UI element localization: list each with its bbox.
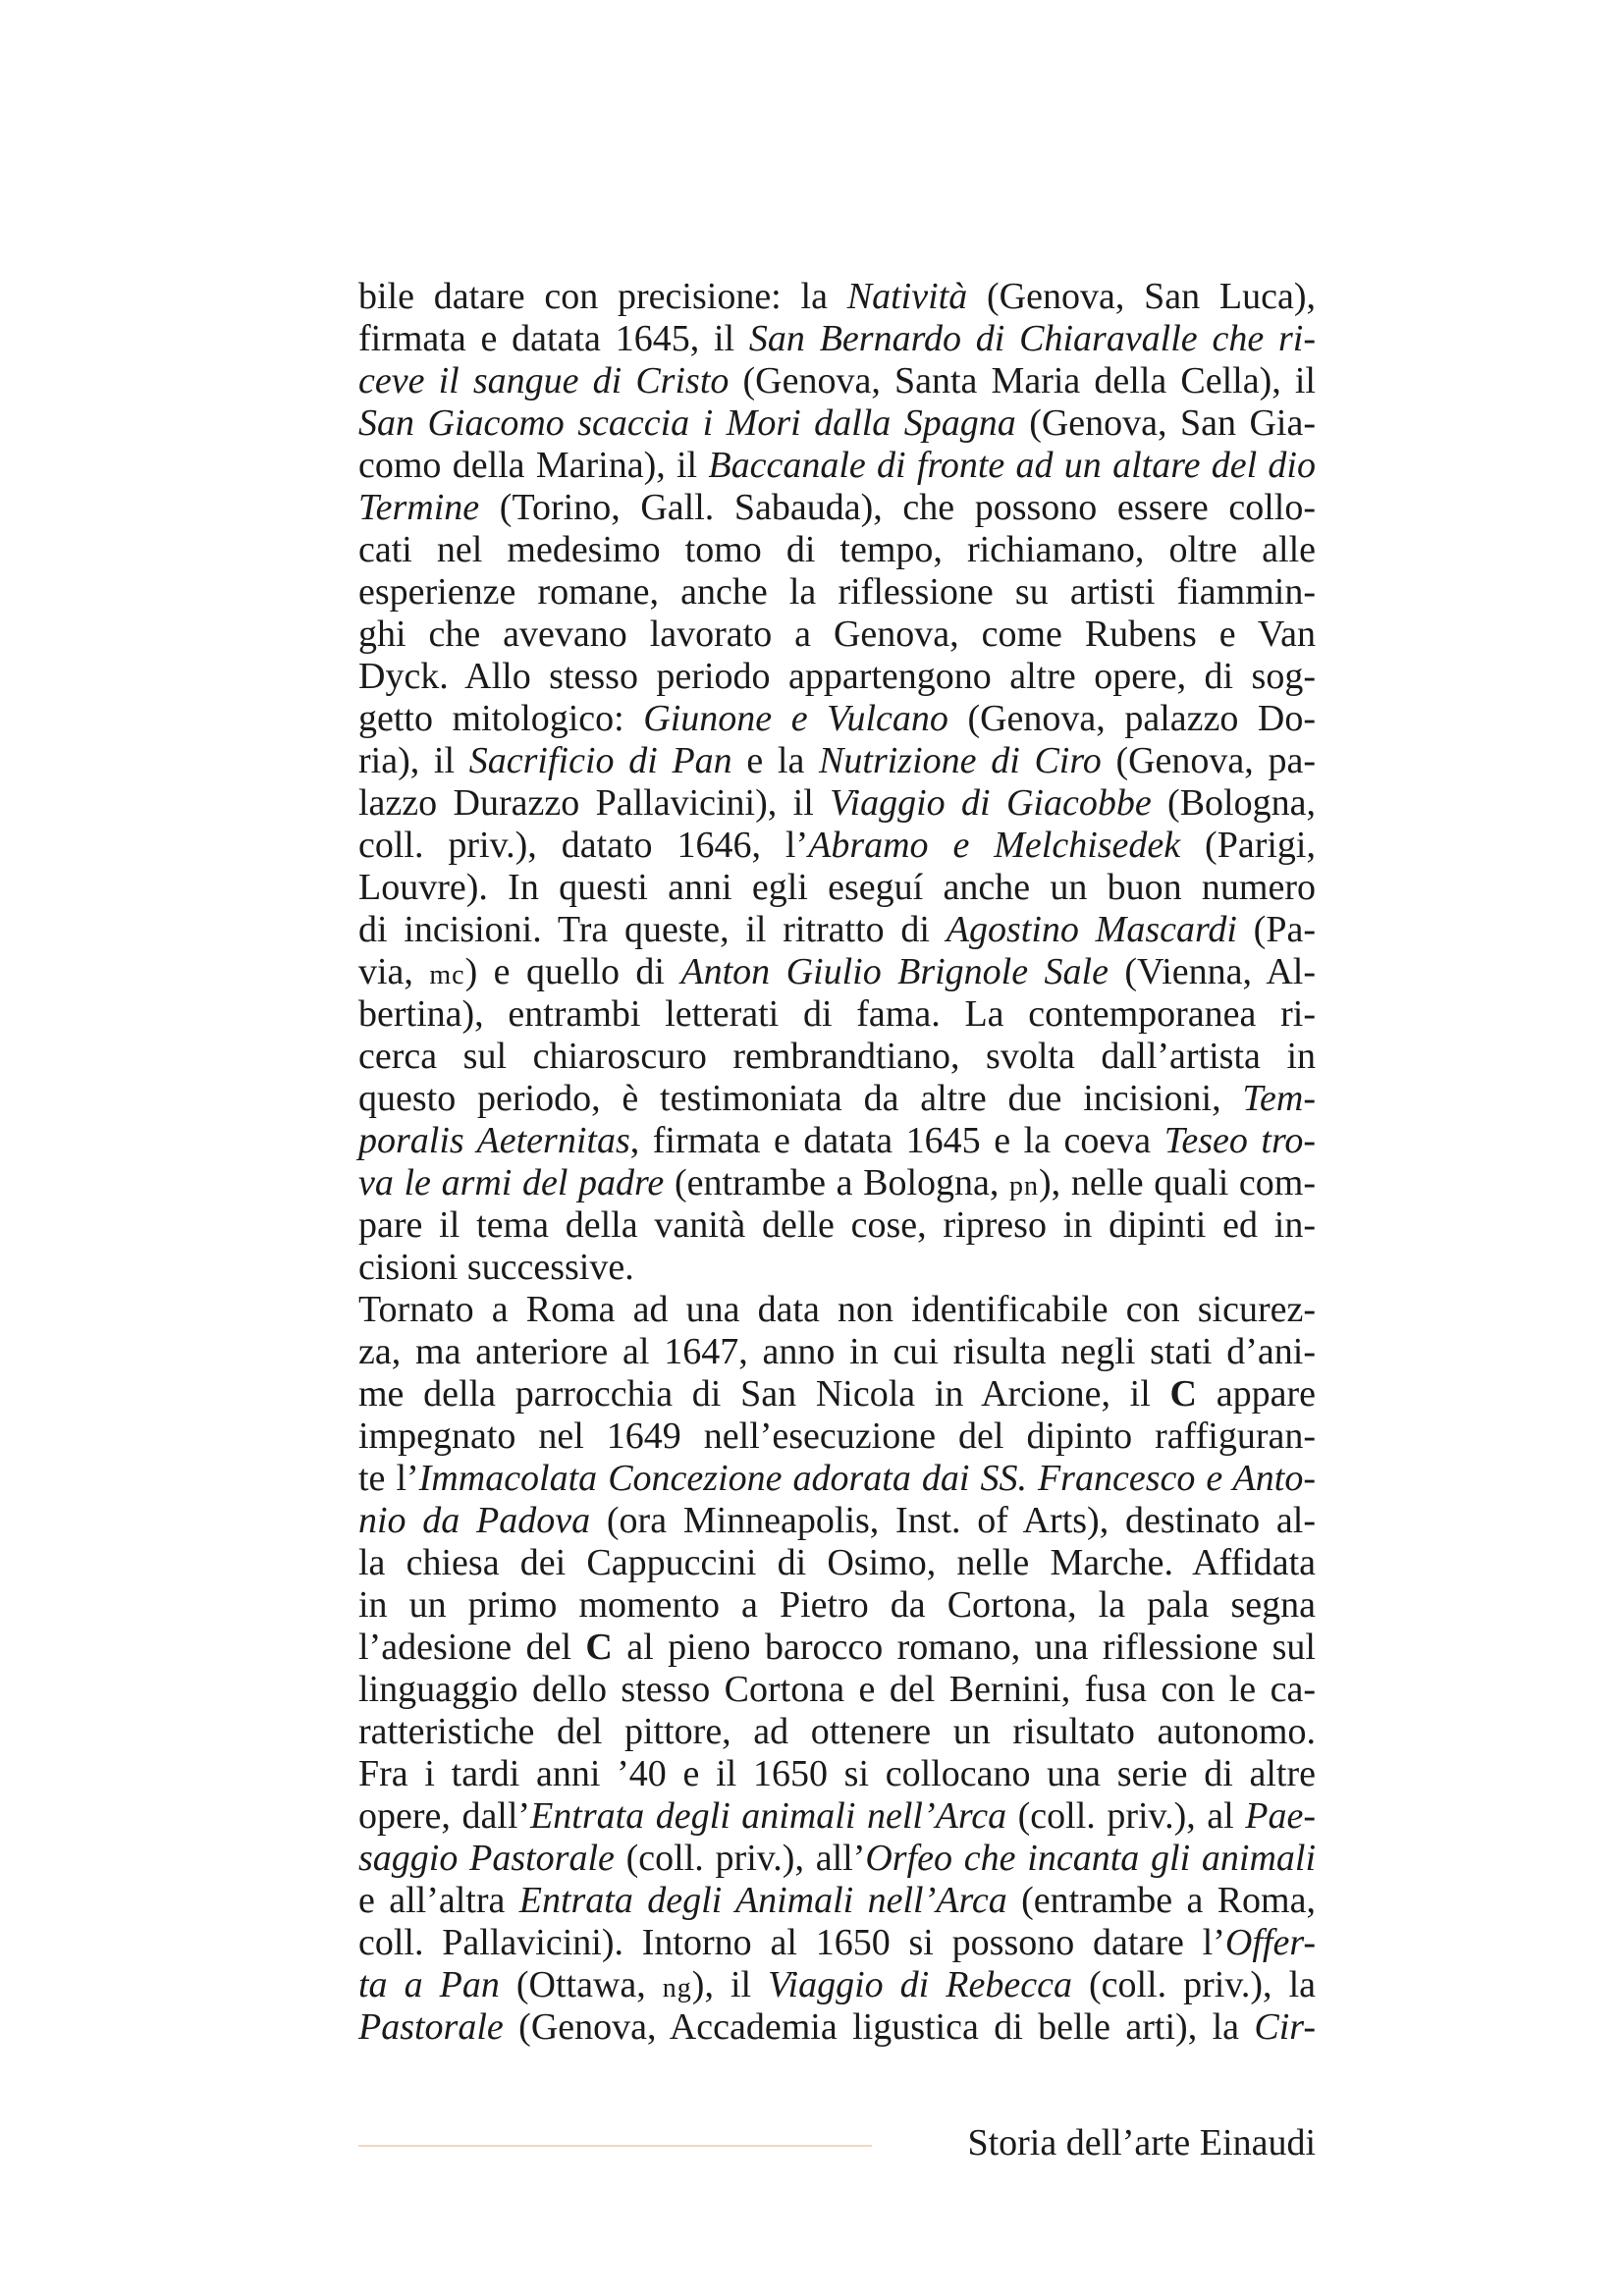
text-run: al pieno barocco romano, una riflessione sul: [612, 1627, 1316, 1668]
text-line: [358, 1964, 1316, 2006]
text-run: (Genova, Santa Maria della Cella), il: [729, 360, 1316, 401]
text-line: [358, 571, 1316, 614]
small-caps-abbrev: mc: [429, 960, 465, 990]
text-line: [358, 1838, 1316, 1880]
text-line: [358, 740, 1316, 782]
text-run: ria), il: [358, 740, 469, 781]
text-line: [358, 360, 1316, 402]
text-line: [358, 867, 1316, 909]
text-run: (entrambe a Bologna,: [664, 1162, 1010, 1203]
text-run: ) e quello di: [464, 951, 681, 992]
text-run: via,: [358, 951, 430, 992]
italic-title: Viaggio di Giacobbe: [830, 782, 1152, 824]
text-line: [358, 1162, 1316, 1204]
italic-title: Sacrificio di Pan: [468, 740, 732, 781]
text-run: me della parrocchia di San Nicola in Arcione, il: [358, 1373, 1170, 1415]
italic-title: ceve il sangue di Cristo: [358, 360, 730, 401]
text-run: coll. priv.), datato 1646, l’: [358, 825, 809, 866]
italic-title: Orfeo che incanta gli animali: [865, 1838, 1317, 1879]
text-run: (ora Minneapolis, Inst. of Arts), destinato al-: [590, 1500, 1316, 1541]
italic-title: nio da Padova: [358, 1500, 591, 1541]
text-line: [358, 1922, 1316, 1964]
italic-title: Immacolata Concezione adorata dai SS. Francesco e Anto-: [418, 1458, 1316, 1499]
text-line: [358, 1669, 1316, 1711]
text-run: (Torino, Gall. Sabauda), che possono essere collo-: [479, 487, 1316, 528]
text-run: (Bologna,: [1151, 782, 1316, 824]
text-run: bile datare con precisione: la: [358, 276, 847, 317]
text-run: ghi che avevano lavorato a Genova, come Rubens e Van: [358, 614, 1316, 655]
text-line: [358, 1711, 1316, 1753]
italic-title: Pastorale: [358, 2006, 504, 2048]
text-run: getto mitologico:: [358, 698, 644, 739]
text-line: [358, 2006, 1316, 2049]
italic-title: San Giacomo scaccia i Mori dalla Spagna: [358, 402, 1016, 444]
text-run: ratteristiche del pittore, ad ottenere un risultato autonomo.: [358, 1711, 1316, 1752]
text-run: (Pa-: [1236, 909, 1316, 950]
text-run: (Genova, San Gia-: [1015, 402, 1316, 444]
text-run: Dyck. Allo stesso periodo appartengono altre opere, di sog-: [358, 656, 1316, 697]
text-line: [358, 825, 1316, 867]
italic-title: va le armi del padre: [358, 1162, 665, 1203]
text-run: la chiesa dei Cappuccini di Osimo, nelle Marche. Affidata: [358, 1542, 1316, 1583]
italic-title: Termine: [358, 487, 480, 528]
text-run: (coll. priv.), la: [1071, 1964, 1317, 2005]
bold-initial: C: [1169, 1373, 1197, 1415]
footer-publisher-title: Storia dell’arte Einaudi: [967, 2122, 1316, 2163]
italic-title: Teseo tro-: [1163, 1120, 1316, 1161]
text-run: Tornato a Roma ad una data non identificabile con sicurez-: [358, 1289, 1316, 1330]
text-line: [358, 1373, 1316, 1415]
italic-title: Entrata degli Animali nell’Arca: [518, 1880, 1007, 1921]
text-line: [358, 1627, 1316, 1669]
text-line: [358, 318, 1316, 360]
text-line: [358, 782, 1316, 825]
text-run: esperienze romane, anche la riflessione su artisti fiammin-: [358, 571, 1316, 613]
italic-title: Cir-: [1254, 2006, 1316, 2048]
text-run: pare il tema della vanità delle cose, ripreso in dipinti ed in-: [358, 1204, 1316, 1246]
italic-title: Viaggio di Rebecca: [768, 1964, 1072, 2005]
text-run: impegnato nel 1649 nell’esecuzione del dipinto raffiguran-: [358, 1415, 1316, 1457]
text-line: [358, 1247, 1316, 1289]
text-line: [358, 1289, 1316, 1331]
text-line: [358, 1204, 1316, 1247]
text-run: opere, dall’: [358, 1795, 531, 1837]
text-run: (Genova, pa-: [1101, 740, 1316, 781]
text-line: [358, 698, 1316, 740]
text-line: [358, 487, 1316, 529]
italic-title: Anton Giulio Brignole Sale: [680, 951, 1109, 992]
text-line: [358, 614, 1316, 656]
text-run: linguaggio dello stesso Cortona e del Bernini, fusa con le ca-: [358, 1669, 1316, 1710]
text-run: e la: [731, 740, 820, 781]
text-run: (coll. priv.), all’: [614, 1838, 866, 1879]
text-line: [358, 1036, 1316, 1078]
text-run: (Genova, palazzo Do-: [947, 698, 1316, 739]
italic-title: San Bernardo di Chiaravalle che ri-: [748, 318, 1316, 359]
text-line: [358, 445, 1316, 487]
text-line: [358, 909, 1316, 951]
text-line: [358, 951, 1316, 993]
italic-title: Giunone e Vulcano: [643, 698, 948, 739]
text-run: Fra i tardi anni ’40 e il 1650 si collocano una serie di altre: [358, 1753, 1316, 1794]
text-run: como della Marina), il: [358, 445, 709, 486]
italic-title: Natività: [846, 276, 968, 317]
text-run: bertina), entrambi letterati di fama. La contemporanea ri-: [358, 993, 1316, 1035]
text-run: (Genova, San Luca),: [967, 276, 1316, 317]
text-line: [358, 1415, 1316, 1458]
text-run: cisioni successive.: [358, 1247, 634, 1288]
text-line: [358, 1880, 1316, 1922]
text-line: [358, 1584, 1316, 1627]
text-run: questo periodo, è testimoniata da altre due incisioni,: [358, 1078, 1243, 1119]
page-body-text: [358, 276, 1316, 2049]
text-line: [358, 1120, 1316, 1162]
text-line: [358, 276, 1316, 318]
italic-title: saggio Pastorale: [358, 1838, 615, 1879]
text-run: Louvre). In questi anni egli eseguí anche un buon numero: [358, 867, 1316, 908]
text-run: (Genova, Accademia ligustica di belle arti), la: [503, 2006, 1255, 2048]
italic-title: Pae-: [1245, 1795, 1316, 1837]
small-caps-abbrev: ng: [662, 1973, 692, 2003]
italic-title: ta a Pan: [358, 1964, 500, 2005]
text-run: ), nelle quali com-: [1039, 1162, 1317, 1203]
text-line: [358, 402, 1316, 445]
italic-title: Entrata degli animali nell’Arca: [530, 1795, 1007, 1837]
text-line: [358, 1753, 1316, 1795]
text-line: [358, 1078, 1316, 1120]
text-run: firmata e datata 1645, il: [358, 318, 749, 359]
text-run: di incisioni. Tra queste, il ritratto di: [358, 909, 947, 950]
italic-title: Abramo e Melchisedek: [808, 825, 1181, 866]
text-run: cati nel medesimo tomo di tempo, richiamano, oltre alle: [358, 529, 1316, 570]
text-run: te l’: [358, 1458, 419, 1499]
text-run: (Vienna, Al-: [1108, 951, 1316, 992]
text-run: cerca sul chiaroscuro rembrandtiano, svolta dall’artista in: [358, 1036, 1316, 1077]
italic-title: Nutrizione di Ciro: [819, 740, 1102, 781]
text-run: , firmata e datata 1645 e la coeva: [629, 1120, 1164, 1161]
text-run: (Parigi,: [1180, 825, 1316, 866]
text-line: [358, 529, 1316, 571]
text-line: [358, 993, 1316, 1036]
text-line: [358, 1795, 1316, 1838]
text-run: (Ottawa,: [499, 1964, 663, 2005]
italic-title: Offer-: [1224, 1922, 1316, 1963]
italic-title: Agostino Mascardi: [946, 909, 1237, 950]
text-run: (entrambe a Roma,: [1006, 1880, 1316, 1921]
italic-title: Baccanale di fronte ad un altare del dio: [708, 445, 1316, 486]
italic-title: poralis Aeternitas: [358, 1120, 630, 1161]
bold-initial: C: [585, 1627, 613, 1668]
italic-title: Tem-: [1242, 1078, 1316, 1119]
small-caps-abbrev: pn: [1009, 1171, 1040, 1201]
text-run: l’adesione del: [358, 1627, 586, 1668]
text-line: [358, 656, 1316, 698]
text-run: appare: [1197, 1373, 1316, 1415]
text-run: in un primo momento a Pietro da Cortona, la pala segna: [358, 1584, 1316, 1626]
text-run: coll. Pallavicini). Intorno al 1650 si possono datare l’: [358, 1922, 1225, 1963]
footer-rule: [358, 2145, 872, 2147]
text-line: [358, 1542, 1316, 1584]
text-line: [358, 1458, 1316, 1500]
text-line: [358, 1331, 1316, 1373]
text-run: ), il: [691, 1964, 769, 2005]
text-run: lazzo Durazzo Pallavicini), il: [358, 782, 831, 824]
text-run: za, ma anteriore al 1647, anno in cui risulta negli stati d’ani-: [358, 1331, 1316, 1372]
text-run: (coll. priv.), al: [1006, 1795, 1246, 1837]
text-line: [358, 1500, 1316, 1542]
text-run: e all’altra: [358, 1880, 519, 1921]
